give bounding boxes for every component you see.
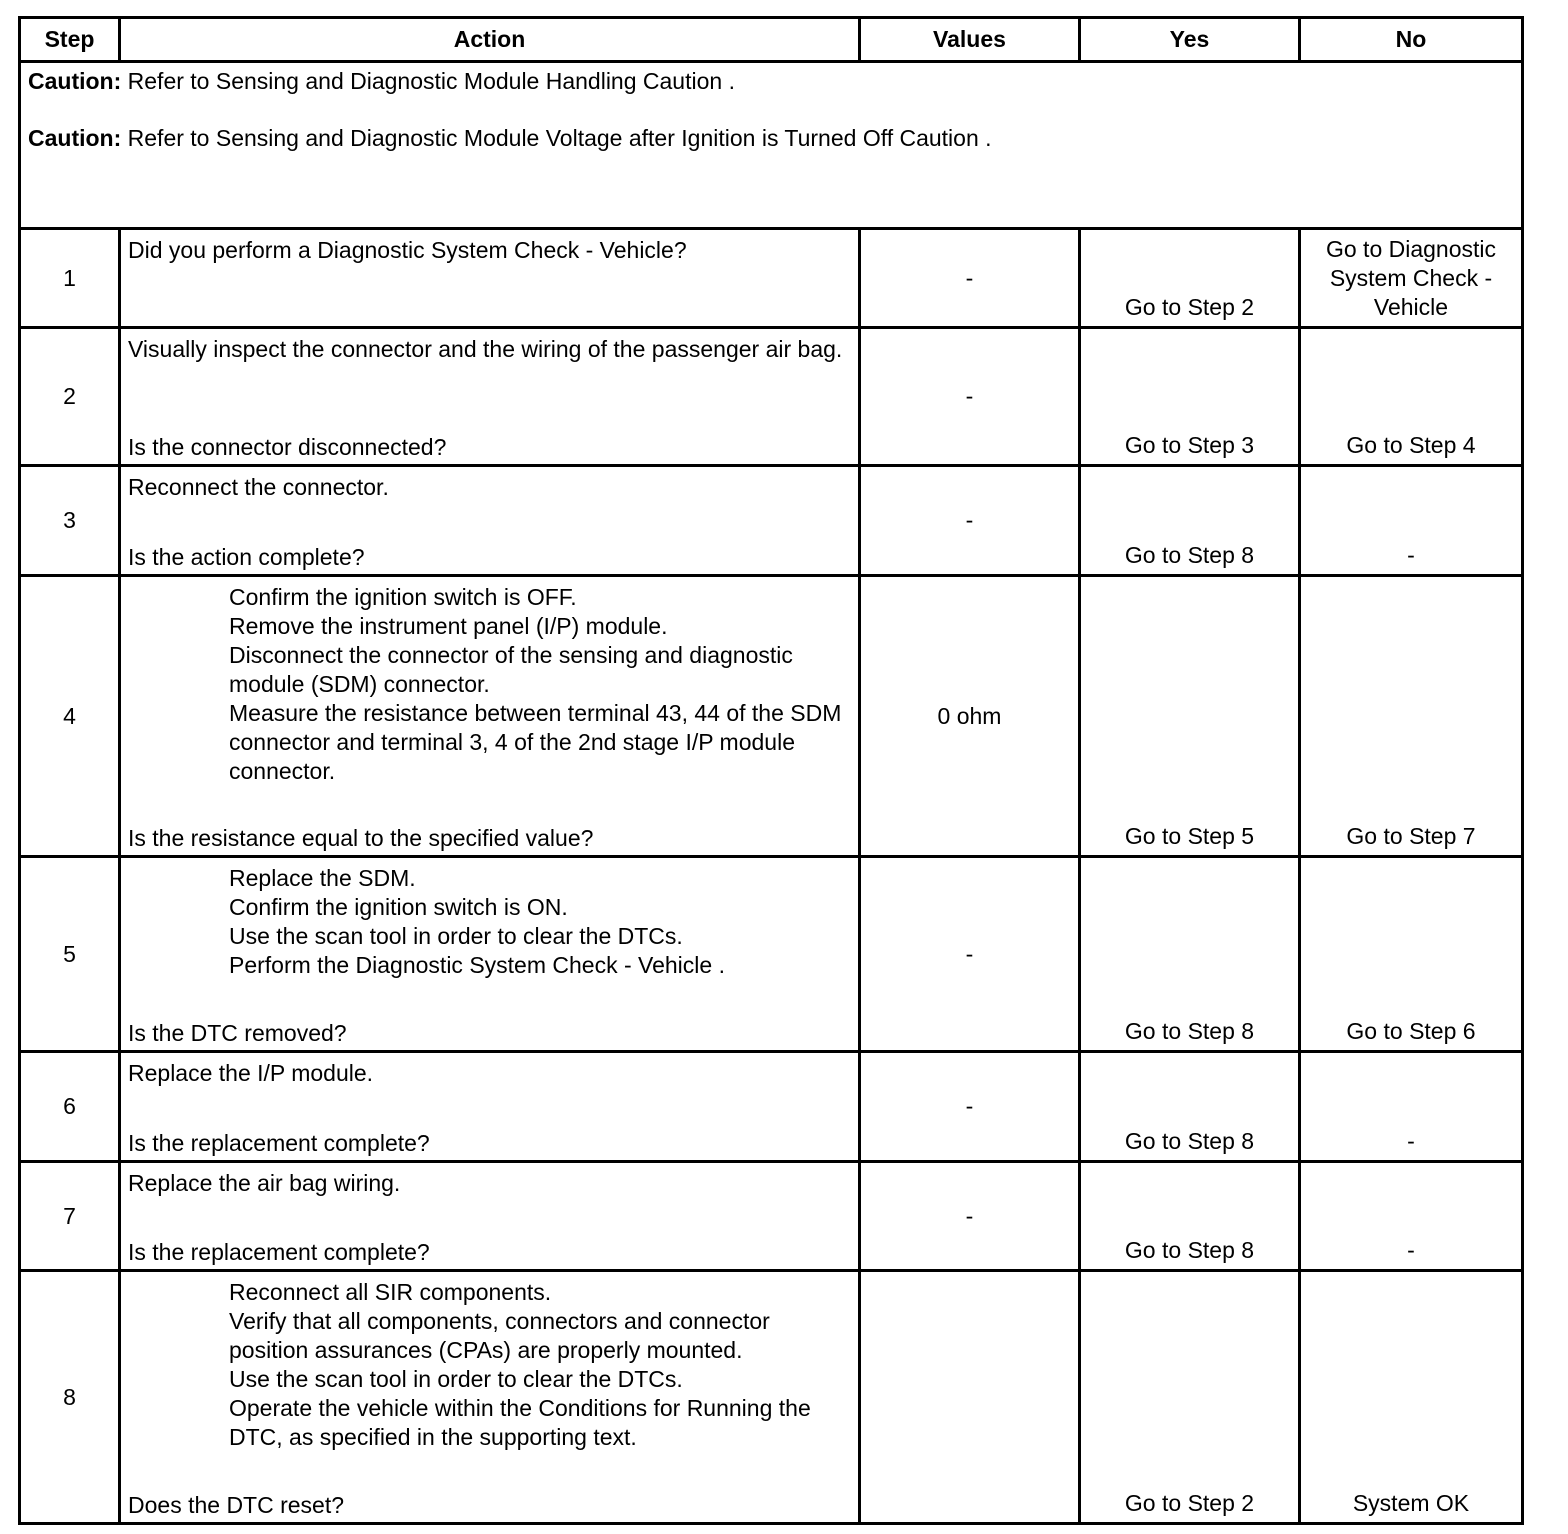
list-item: Perform the Diagnostic System Check - Vehicle .: [229, 952, 725, 978]
list-item: Reconnect all SIR components.: [229, 1279, 552, 1305]
list-item: Replace the SDM.: [229, 865, 416, 891]
action-list: [121, 1272, 858, 1452]
no-cell: -: [1300, 1052, 1523, 1162]
table-row: [20, 1052, 1523, 1162]
table-row: [20, 576, 1523, 857]
action-cell: [120, 857, 860, 1052]
table-row: [20, 1271, 1523, 1524]
step-number: 1: [20, 229, 120, 328]
action-question: Is the action complete?: [128, 544, 365, 570]
caution-cell: [20, 62, 1523, 229]
caution-2-text: Refer to Sensing and Diagnostic Module Voltage after Ignition is Turned Off Caution .: [121, 125, 992, 151]
header-row: [20, 18, 1523, 62]
action-cell: [120, 229, 860, 328]
value-cell: -: [860, 857, 1080, 1052]
no-cell: Go to Step 6: [1300, 857, 1523, 1052]
action-cell: [120, 576, 860, 857]
value-cell: 0 ohm: [860, 576, 1080, 857]
action-question: Is the resistance equal to the specified value?: [128, 825, 594, 851]
list-item: Disconnect the connector of the sensing and diagnostic module (SDM) connector.: [229, 642, 793, 697]
value-cell: -: [860, 466, 1080, 576]
value-cell: -: [860, 1052, 1080, 1162]
action-question: Is the connector disconnected?: [128, 434, 447, 460]
table-row: [20, 857, 1523, 1052]
step-number: 7: [20, 1162, 120, 1271]
action-cell: [120, 1162, 860, 1271]
list-item: Operate the vehicle within the Conditions for Running the DTC, as specified in the supporting text.: [229, 1395, 811, 1450]
list-item: Verify that all components, connectors and connector position assurances (CPAs) are properly mounted.: [229, 1308, 770, 1363]
action-text: Visually inspect the connector and the wiring of the passenger air bag.: [128, 336, 843, 362]
action-question: Is the replacement complete?: [128, 1239, 430, 1265]
list-item: Confirm the ignition switch is ON.: [229, 894, 568, 920]
caution-row: [20, 62, 1523, 229]
step-number: 5: [20, 857, 120, 1052]
value-cell: -: [860, 1162, 1080, 1271]
header-action: Action: [120, 18, 860, 62]
no-cell: Go to Step 7: [1300, 576, 1523, 857]
action-cell: [120, 1271, 860, 1524]
no-cell: -: [1300, 466, 1523, 576]
table-row: [20, 328, 1523, 466]
step-number: 8: [20, 1271, 120, 1524]
yes-cell: Go to Step 2: [1080, 229, 1300, 328]
action-question: Does the DTC reset?: [128, 1492, 345, 1518]
header-values: Values: [860, 18, 1080, 62]
step-number: 4: [20, 576, 120, 857]
action-question: Is the replacement complete?: [128, 1130, 430, 1156]
table-row: [20, 1162, 1523, 1271]
yes-cell: Go to Step 8: [1080, 1162, 1300, 1271]
action-text: Replace the air bag wiring.: [128, 1170, 401, 1196]
action-cell: [120, 328, 860, 466]
action-list: [121, 858, 858, 980]
step-number: 3: [20, 466, 120, 576]
action-list: [121, 577, 858, 786]
list-item: Use the scan tool in order to clear the DTCs.: [229, 1366, 683, 1392]
list-item: Measure the resistance between terminal 43, 44 of the SDM connector and terminal 3, 4 of the 2nd stage I/P module connector.: [229, 700, 842, 784]
list-item: Use the scan tool in order to clear the DTCs.: [229, 923, 683, 949]
caution-1: [28, 67, 1515, 96]
action-question: Is the DTC removed?: [128, 1020, 347, 1046]
action-cell: [120, 466, 860, 576]
no-cell: Go to Diagnostic System Check - Vehicle: [1300, 229, 1523, 328]
value-cell: -: [860, 229, 1080, 328]
step-number: 6: [20, 1052, 120, 1162]
no-cell: System OK: [1300, 1271, 1523, 1524]
value-cell: [860, 1271, 1080, 1524]
yes-cell: Go to Step 5: [1080, 576, 1300, 857]
action-text: Replace the I/P module.: [128, 1060, 374, 1086]
caution-1-label: Caution:: [28, 68, 122, 94]
yes-cell: Go to Step 8: [1080, 466, 1300, 576]
yes-cell: Go to Step 3: [1080, 328, 1300, 466]
caution-1-text: Refer to Sensing and Diagnostic Module Handling Caution .: [121, 68, 735, 94]
action-cell: [120, 1052, 860, 1162]
header-step: Step: [20, 18, 120, 62]
yes-cell: Go to Step 8: [1080, 857, 1300, 1052]
caution-2: [28, 124, 1515, 153]
yes-cell: Go to Step 2: [1080, 1271, 1300, 1524]
step-number: 2: [20, 328, 120, 466]
no-cell: -: [1300, 1162, 1523, 1271]
diagnostic-table: [18, 16, 1524, 1525]
table-row: [20, 466, 1523, 576]
table-row: [20, 229, 1523, 328]
no-cell: Go to Step 4: [1300, 328, 1523, 466]
list-item: Confirm the ignition switch is OFF.: [229, 584, 577, 610]
action-text: Did you perform a Diagnostic System Check - Vehicle?: [128, 237, 687, 263]
list-item: Remove the instrument panel (I/P) module.: [229, 613, 668, 639]
action-text: Reconnect the connector.: [128, 474, 389, 500]
header-yes: Yes: [1080, 18, 1300, 62]
caution-2-label: Caution:: [28, 125, 122, 151]
value-cell: -: [860, 328, 1080, 466]
header-no: No: [1300, 18, 1523, 62]
yes-cell: Go to Step 8: [1080, 1052, 1300, 1162]
